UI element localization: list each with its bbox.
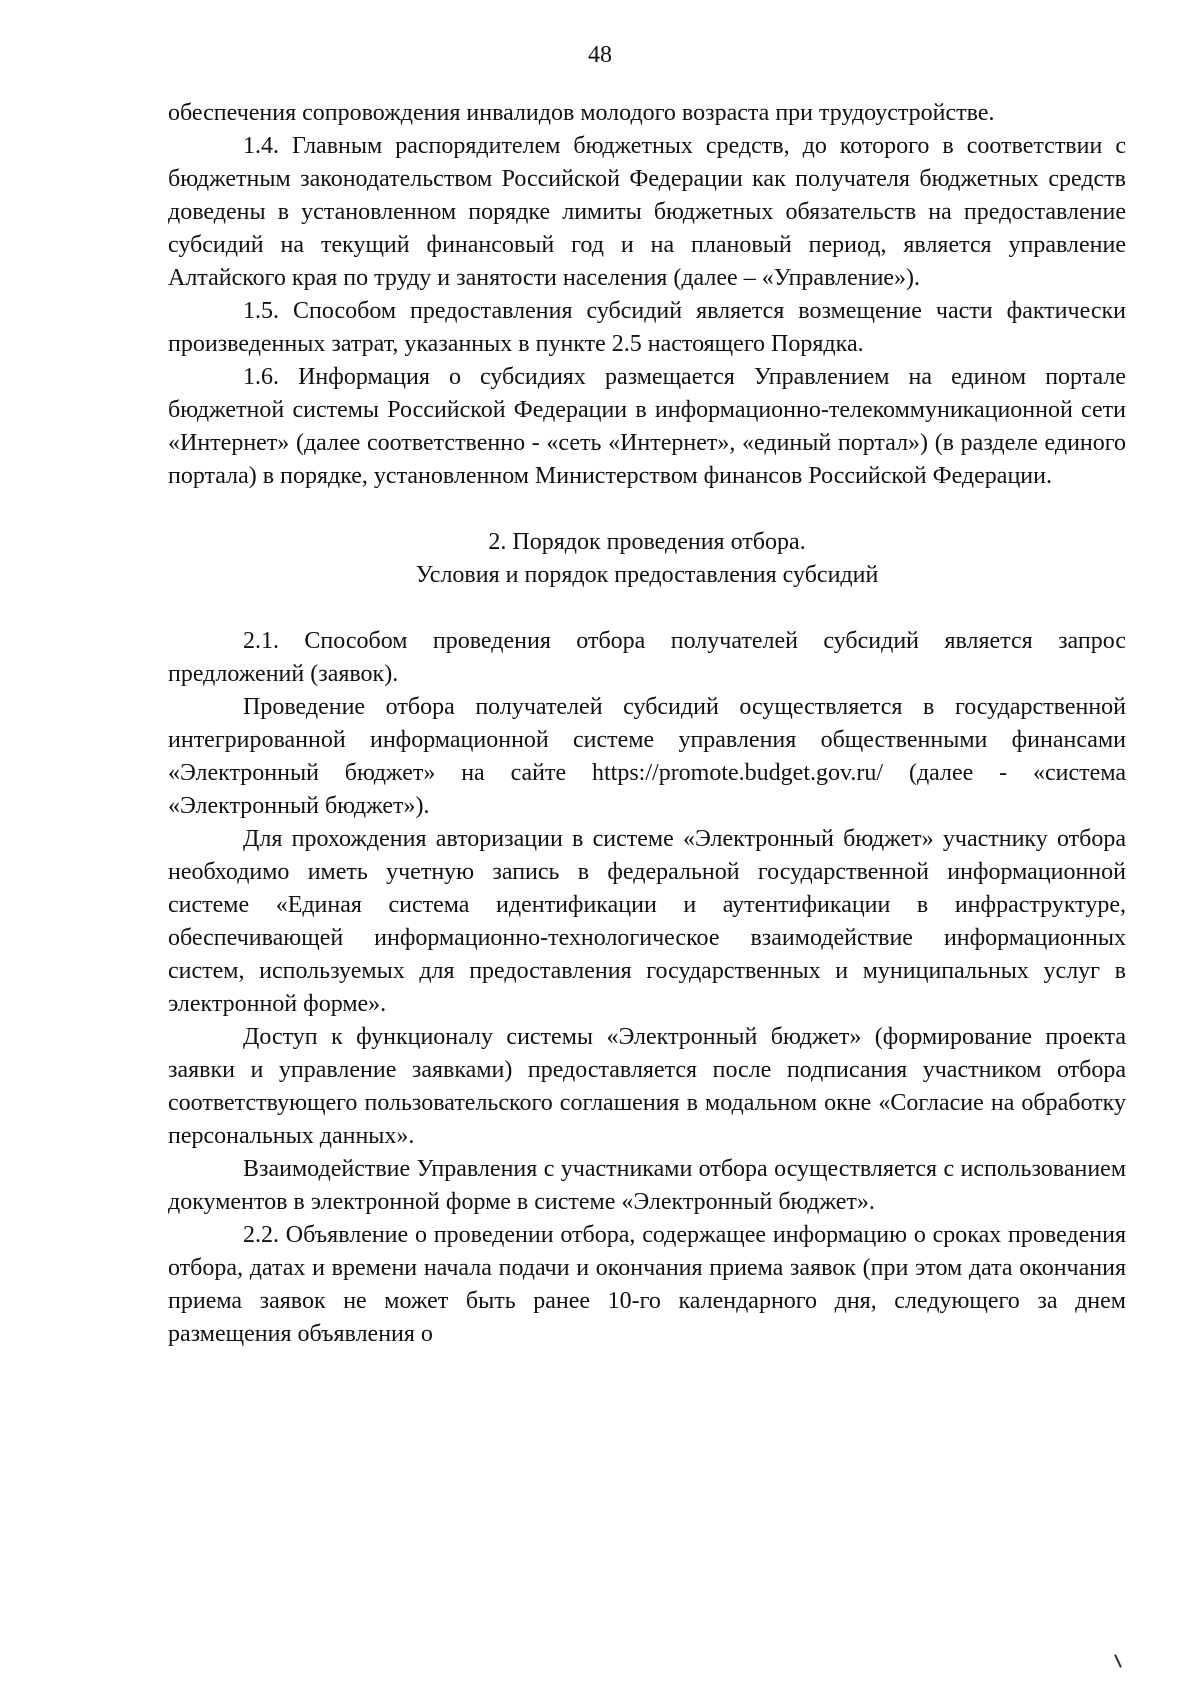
- paragraph-1-4: 1.4. Главным распорядителем бюджетных средств, до которого в соответствии с бюджетным законодательством Российской Федерации как получателя бюджетных средств доведены в установленном порядке лимиты бюджетных обязательств на предоставление субсидий на текущий финансовый год и на плановый период, является управление Алтайского края по труду и занятости населения (далее – «Управление»).: [168, 133, 1126, 291]
- paragraph-2-2: 2.2. Объявление о проведении отбора, содержащее информацию о сроках проведения отбора, датах и времени начала подачи и окончания приема заявок (при этом дата окончания приема заявок не может быть ранее 10-го календарного дня, следующего за днем размещения объявления о: [168, 1222, 1126, 1347]
- page-number: 48: [588, 42, 612, 68]
- paragraph-1-6: 1.6. Информация о субсидиях размещается Управлением на едином портале бюджетной системы Российской Федерации в информационно-телекоммуникационной сети «Интернет» (далее соответственно - «сеть «Интернет», «единый портал») (в разделе единого портала) в порядке, установленном Министерством финансов Российской Федерации.: [168, 364, 1126, 489]
- section-heading-line-1: 2. Порядок проведения отбора.: [488, 529, 806, 555]
- section-heading: [168, 526, 1126, 592]
- paragraph-continuation: обеспечения сопровождения инвалидов молодого возраста при трудоустройстве.: [168, 100, 995, 126]
- scan-mark: [1114, 1654, 1122, 1668]
- document-body: [168, 97, 1126, 1351]
- paragraph-interaction: Взаимодействие Управления с участниками отбора осуществляется с использованием документов в электронной форме в системе «Электронный бюджет».: [168, 1156, 1126, 1215]
- paragraph-electronic-budget-system: Проведение отбора получателей субсидий осуществляется в государственной интегрированной информационной системе управления общественными финансами «Электронный бюджет» на сайте https://promote.budget.gov.ru/ (далее - «система «Электронный бюджет»).: [168, 694, 1126, 819]
- paragraph-authorization: Для прохождения авторизации в системе «Электронный бюджет» участнику отбора необходимо иметь учетную запись в федеральной государственной информационной системе «Единая система идентификации и аутентификации в инфраструктуре, обеспечивающей информационно-технологическое взаимодействие информационных систем, используемых для предоставления государственных и муниципальных услуг в электронной форме».: [168, 826, 1126, 1017]
- paragraph-2-1: 2.1. Способом проведения отбора получателей субсидий является запрос предложений (заявок).: [168, 628, 1126, 687]
- section-heading-line-2: Условия и порядок предоставления субсидий: [415, 562, 879, 588]
- paragraph-access: Доступ к функционалу системы «Электронный бюджет» (формирование проекта заявки и управление заявками) предоставляется после подписания участником отбора соответствующего пользовательского соглашения в модальном окне «Согласие на обработку персональных данных».: [168, 1024, 1126, 1149]
- paragraph-1-5: 1.5. Способом предоставления субсидий является возмещение части фактически произведенных затрат, указанных в пункте 2.5 настоящего Порядка.: [168, 298, 1126, 357]
